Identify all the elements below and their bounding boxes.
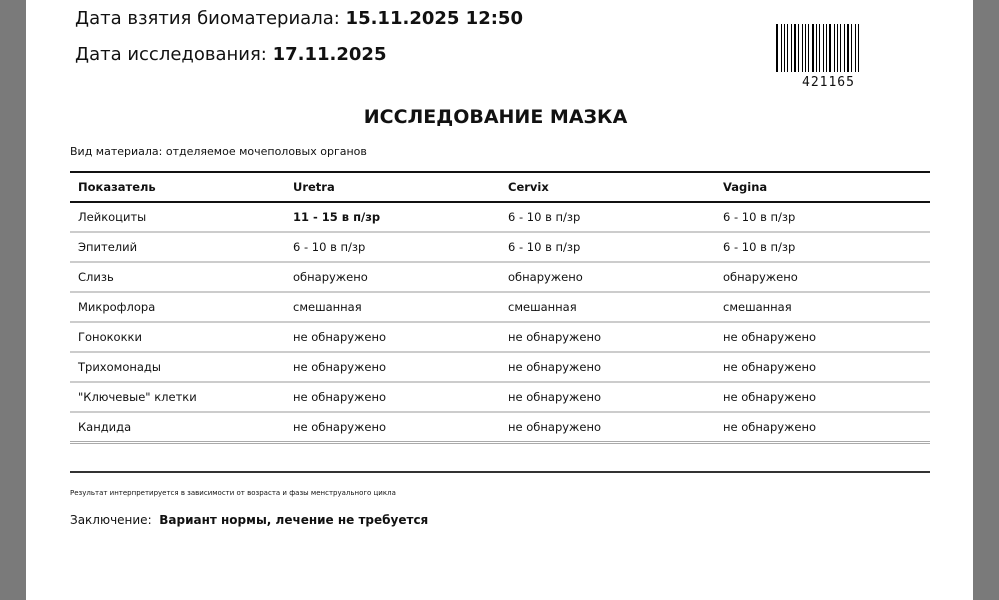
column-header: Показатель [70,172,285,202]
table-cell: не обнаружено [285,322,500,352]
table-cell: не обнаружено [715,322,930,352]
table-cell: 6 - 10 в п/зр [500,202,715,232]
barcode-bar [791,24,792,72]
barcode-bar [816,24,817,72]
table-row [70,202,930,232]
table-cell: Эпителий [70,232,285,262]
barcode-bar [794,24,796,72]
table-cell: не обнаружено [500,352,715,382]
table-cell: не обнаружено [285,382,500,412]
column-header: Vagina [715,172,930,202]
results-table [70,171,930,473]
table-cell: Гонококки [70,322,285,352]
barcode-bar [787,24,788,72]
table-header-row [70,172,930,202]
study-date-value: 17.11.2025 [272,44,387,65]
study-date-label: Дата исследования: [75,44,267,65]
table-cell: Трихомонады [70,352,285,382]
barcode-bar [819,24,820,72]
barcode-number: 421165 [802,75,855,90]
table-cell [285,443,500,473]
table-cell: не обнаружено [500,382,715,412]
table-row [70,232,930,262]
table-cell: Микрофлора [70,292,285,322]
table-cell: "Ключевые" клетки [70,382,285,412]
column-header: Uretra [285,172,500,202]
table-cell [70,443,285,473]
barcode-bar [805,24,806,72]
barcode-bar [798,24,799,72]
table-cell: 6 - 10 в п/зр [715,202,930,232]
sample-date [75,8,523,29]
barcode-bar [847,24,849,72]
table-row [70,412,930,443]
barcode-bar [844,24,845,72]
table-row [70,262,930,292]
table-row [70,382,930,412]
study-date [75,44,386,65]
conclusion-label: Заключение: [70,513,152,527]
barcode-bar [812,24,814,72]
column-header: Cervix [500,172,715,202]
table-cell: 6 - 10 в п/зр [500,232,715,262]
table-row [70,322,930,352]
table-cell: Слизь [70,262,285,292]
table-cell: не обнаружено [500,322,715,352]
document-page [26,0,973,600]
table-cell: не обнаружено [715,382,930,412]
barcode-bar [776,24,778,72]
interpretation-note: Результат интерпретируется в зависимости от возраста и фазы менструального цикла [70,489,396,497]
barcode-bar [851,24,852,72]
barcode-bar [781,24,782,72]
table-row [70,352,930,382]
table-cell: не обнаружено [285,412,500,443]
table-cell: Лейкоциты [70,202,285,232]
table-cell: не обнаружено [715,352,930,382]
barcode-bar [834,24,835,72]
material-type: Вид материала: отделяемое мочеполовых органов [70,145,367,158]
table-cell: 6 - 10 в п/зр [285,232,500,262]
barcode-bar [826,24,827,72]
barcode-bar [837,24,838,72]
table-row [70,292,930,322]
barcode-bar [802,24,803,72]
sample-date-label: Дата взятия биоматериала: [75,8,340,29]
barcode-image [776,24,886,72]
table-cell [715,443,930,473]
barcode-bar [808,24,809,72]
table-cell: смешанная [500,292,715,322]
barcode-bar [855,24,856,72]
table-cell: не обнаружено [715,412,930,443]
table-cell: не обнаружено [285,352,500,382]
table-cell: 11 - 15 в п/зр [285,202,500,232]
table-cell: смешанная [715,292,930,322]
table-cell: обнаружено [715,262,930,292]
barcode-bar [840,24,841,72]
conclusion [70,513,428,527]
barcode-bar [858,24,859,72]
sample-date-value: 15.11.2025 12:50 [345,8,523,29]
empty-row [70,443,930,473]
table-cell: 6 - 10 в п/зр [715,232,930,262]
barcode-bar [823,24,824,72]
table-cell: обнаружено [500,262,715,292]
table-cell: смешанная [285,292,500,322]
table-cell: не обнаружено [500,412,715,443]
barcode-bar [829,24,831,72]
page-title: ИССЛЕДОВАНИЕ МАЗКА [363,106,628,128]
barcode-bar [784,24,785,72]
table-cell [500,443,715,473]
conclusion-value: Вариант нормы, лечение не требуется [159,513,429,527]
table-cell: Кандида [70,412,285,443]
table-cell: обнаружено [285,262,500,292]
